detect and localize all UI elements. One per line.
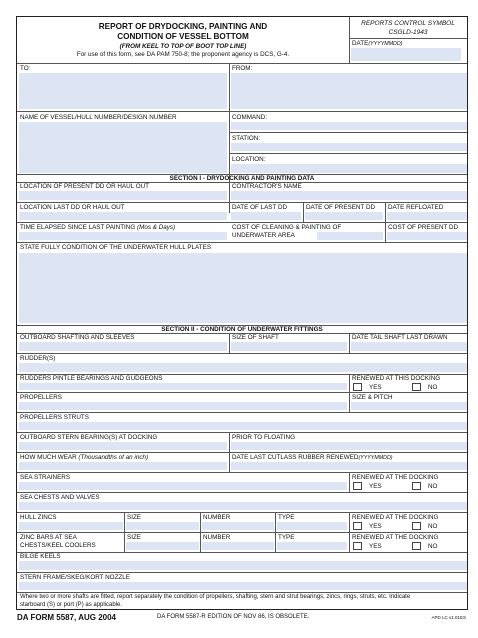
footer-note-2: starboard (S) or port (P) as applicable. bbox=[20, 602, 123, 608]
hull-zincs-size-field[interactable] bbox=[126, 522, 199, 530]
zinc-bars-number-field[interactable] bbox=[202, 542, 274, 550]
command-field[interactable] bbox=[231, 122, 467, 130]
hull-zincs-no-checkbox[interactable] bbox=[412, 522, 421, 530]
vessel-name-label: NAME OF VESSEL/HULL NUMBER/DESIGN NUMBER bbox=[20, 114, 177, 121]
how-much-wear-label: HOW MUCH WEAR (Thousandths of an inch) bbox=[20, 454, 149, 461]
location-present-field[interactable] bbox=[19, 191, 227, 200]
hull-zincs-label: HULL ZINCS bbox=[20, 514, 57, 521]
hull-zincs-no-label: NO bbox=[428, 523, 438, 530]
edition-note: DA FORM 5587-R EDITION OF NOV 86, IS OBSOLETE. bbox=[157, 614, 310, 620]
form-5587 bbox=[16, 16, 468, 610]
rudders-field[interactable] bbox=[19, 363, 467, 372]
how-much-wear-field[interactable] bbox=[19, 462, 227, 470]
station-field[interactable] bbox=[231, 143, 467, 151]
location-field[interactable] bbox=[231, 164, 467, 173]
contractor-name-field[interactable] bbox=[231, 191, 467, 200]
from-label: FROM: bbox=[232, 65, 253, 72]
date-cutlass-label: DATE LAST CUTLASS RUBBER RENEWED(YYYYMMDD) bbox=[232, 454, 393, 461]
strainers-renewed-label: RENEWED AT THE DOCKING bbox=[352, 474, 439, 481]
time-elapsed-label: TIME ELAPSED SINCE LAST PAINTING (Mos & Days) bbox=[20, 224, 176, 231]
form-subtitle: (FROM KEEL TO TOP OF BOOT TOP LINE) bbox=[119, 43, 247, 50]
version-label: APD LC v1.01ES bbox=[431, 615, 466, 620]
hull-zincs-number-label: NUMBER bbox=[203, 514, 231, 521]
to-field[interactable] bbox=[19, 73, 227, 109]
hull-zincs-size-label: SIZE bbox=[127, 514, 141, 521]
section-1-title: SECTION I - DRYDOCKING AND PAINTING DATA bbox=[169, 175, 315, 182]
pintle-no-label: NO bbox=[428, 384, 438, 391]
hull-zincs-field[interactable] bbox=[19, 522, 123, 530]
propellers-field[interactable] bbox=[19, 402, 347, 410]
form-title-2: CONDITION OF VESSEL BOTTOM bbox=[117, 32, 249, 41]
zinc-bars-type-field[interactable] bbox=[277, 542, 347, 550]
zinc-bars-yes-label: YES bbox=[369, 543, 382, 550]
propellers-struts-field[interactable] bbox=[19, 422, 467, 430]
prior-floating-field[interactable] bbox=[231, 442, 467, 450]
zinc-bars-no-label: NO bbox=[428, 543, 438, 550]
propellers-struts-label: PROPELLERS STRUTS bbox=[20, 414, 89, 421]
cost-cleaning-field[interactable] bbox=[317, 232, 383, 240]
bilge-keels-label: BILGE KEELS bbox=[20, 553, 61, 560]
sea-chests-field[interactable] bbox=[19, 502, 467, 510]
date-tail-shaft-label: DATE TAIL SHAFT LAST DRAWN bbox=[352, 334, 448, 341]
state-condition-label: STATE FULLY CONDITION OF THE UNDERWATER HULL PLATES bbox=[20, 244, 212, 251]
stern-frame-label: STERN FRAME/SKEG/KORT NOZZLE bbox=[20, 574, 130, 581]
location-last-field[interactable] bbox=[19, 212, 227, 220]
reports-control-label: REPORTS CONTROL SYMBOL bbox=[361, 20, 455, 27]
command-label: COMMAND: bbox=[232, 114, 267, 121]
rudders-pintle-field[interactable] bbox=[19, 383, 347, 390]
form-title: REPORT OF DRYDOCKING, PAINTING AND bbox=[98, 22, 268, 31]
station-label: STATION: bbox=[232, 135, 261, 142]
zinc-bars-label: ZINC BARS AT SEA bbox=[20, 534, 77, 541]
cost-cleaning-label-2: UNDERWATER AREA bbox=[232, 232, 295, 239]
size-pitch-field[interactable] bbox=[351, 402, 467, 410]
date-cutlass-field[interactable] bbox=[231, 462, 467, 470]
prior-floating-label: PRIOR TO FLOATING bbox=[232, 434, 295, 441]
date-label: DATE(YYYYMMDD) bbox=[352, 40, 403, 47]
outboard-stern-field[interactable] bbox=[19, 442, 227, 450]
form-header bbox=[17, 17, 349, 60]
hull-zincs-renewed-label: RENEWED AT THE DOCKING bbox=[352, 514, 439, 521]
date-last-dd-field[interactable] bbox=[231, 212, 301, 220]
pintle-yes-checkbox[interactable] bbox=[353, 383, 362, 391]
renewed-this-label: RENEWED AT THIS DOCKING bbox=[352, 375, 441, 382]
reports-control-value: CSGLD-1943 bbox=[388, 29, 428, 36]
date-refloated-label: DATE REFLOATED bbox=[388, 204, 444, 211]
from-field[interactable] bbox=[231, 73, 467, 109]
sea-strainers-label: SEA STRAINERS bbox=[20, 474, 71, 481]
hull-zincs-yes-label: YES bbox=[369, 523, 382, 530]
contractor-name-label: CONTRACTOR'S NAME bbox=[232, 183, 302, 190]
strainers-yes-label: YES bbox=[369, 483, 382, 490]
rudders-pintle-label: RUDDERS PINTLE BEARINGS AND GUDGEONS bbox=[20, 375, 163, 382]
to-label: TO: bbox=[20, 65, 31, 72]
outboard-shafting-field[interactable] bbox=[19, 342, 227, 351]
vessel-name-field[interactable] bbox=[19, 122, 227, 173]
cost-present-dd-field[interactable] bbox=[387, 232, 467, 240]
date-field[interactable] bbox=[351, 48, 461, 61]
hull-zincs-number-field[interactable] bbox=[202, 522, 274, 530]
location-last-label: LOCATION LAST DD OR HAUL OUT bbox=[20, 204, 125, 211]
size-pitch-label: SIZE & PITCH bbox=[352, 394, 393, 401]
pintle-yes-label: YES bbox=[369, 384, 382, 391]
zinc-bars-size-label: SIZE bbox=[127, 534, 141, 541]
strainers-no-checkbox[interactable] bbox=[412, 482, 421, 490]
zinc-bars-type-label: TYPE bbox=[278, 534, 295, 541]
strainers-yes-checkbox[interactable] bbox=[353, 482, 362, 490]
cost-cleaning-label: COST OF CLEANING & PAINTING OF bbox=[232, 224, 342, 231]
location-label: LOCATION: bbox=[232, 156, 266, 163]
date-present-dd-field[interactable] bbox=[305, 212, 383, 220]
stern-frame-field[interactable] bbox=[19, 582, 467, 590]
usage-note: For use of this form, see DA PAM 750-8; the proponent agency is DCS, G-4. bbox=[76, 51, 290, 58]
sea-strainers-field[interactable] bbox=[19, 482, 347, 490]
cost-present-dd-label: COST OF PRESENT DD bbox=[388, 224, 459, 231]
rudders-label: RUDDER(S) bbox=[20, 355, 56, 362]
strainers-no-label: NO bbox=[428, 483, 438, 490]
zinc-bars-size-field[interactable] bbox=[126, 542, 199, 550]
outboard-shafting-label: OUTBOARD SHAFTING AND SLEEVES bbox=[20, 334, 135, 341]
bilge-keels-field[interactable] bbox=[19, 561, 467, 570]
propellers-label: PROPELLERS bbox=[20, 394, 62, 401]
date-present-dd-label: DATE OF PRESENT DD bbox=[306, 204, 376, 211]
section-2-title: SECTION II - CONDITION OF UNDERWATER FITTINGS bbox=[161, 326, 323, 333]
date-last-dd-label: DATE OF LAST DD bbox=[232, 204, 288, 211]
date-refloated-field[interactable] bbox=[387, 212, 467, 220]
zinc-bars-renewed-label: RENEWED AT THE DOCKING bbox=[352, 534, 439, 541]
zinc-bars-label-2: CHESTS/KEEL COOLERS bbox=[20, 542, 96, 549]
location-present-label: LOCATION OF PRESENT DD OR HAUL OUT bbox=[20, 183, 149, 190]
size-of-shaft-label: SIZE OF SHAFT bbox=[232, 334, 279, 341]
outboard-stern-label: OUTBOARD STERN BEARING(S) AT DOCKING bbox=[20, 434, 158, 441]
footer-note: Where two or more shafts are fitted, report separately the condition of propellers, shafting, stern and strut bearings, zincs, rings, struts, etc. Indicate bbox=[20, 594, 411, 600]
zinc-bars-number-label: NUMBER bbox=[203, 534, 231, 541]
sea-chests-label: SEA CHESTS AND VALVES bbox=[20, 494, 100, 501]
zinc-bars-no-checkbox[interactable] bbox=[412, 542, 421, 550]
time-elapsed-field[interactable] bbox=[19, 232, 227, 240]
state-condition-field[interactable] bbox=[19, 253, 467, 323]
pintle-no-checkbox[interactable] bbox=[412, 383, 421, 391]
zinc-bars-yes-checkbox[interactable] bbox=[353, 542, 362, 550]
hull-zincs-type-field[interactable] bbox=[277, 522, 347, 530]
form-number: DA FORM 5587, AUG 2004 bbox=[17, 613, 116, 622]
size-of-shaft-field[interactable] bbox=[231, 342, 347, 351]
date-tail-shaft-field[interactable] bbox=[351, 342, 467, 351]
hull-zincs-yes-checkbox[interactable] bbox=[353, 522, 362, 530]
hull-zincs-type-label: TYPE bbox=[278, 514, 295, 521]
